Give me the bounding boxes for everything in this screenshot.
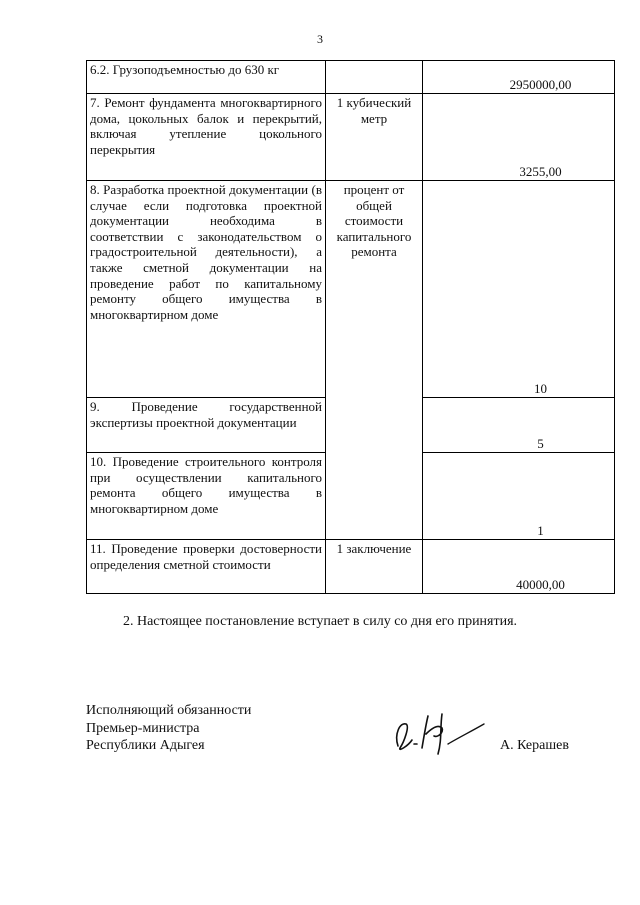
table-row xyxy=(87,540,615,594)
price-value: 10 xyxy=(534,381,547,397)
price-value: 3255,00 xyxy=(519,164,562,180)
table-row xyxy=(87,181,615,398)
price-value: 5 xyxy=(537,436,544,452)
unit-cell xyxy=(326,61,423,94)
price-cell xyxy=(423,398,615,453)
clause-2: 2. Настоящее постановление вступает в силу со дня его принятия. xyxy=(122,614,518,629)
price-value: 40000,00 xyxy=(516,577,565,593)
work-cell: 6.2. Грузоподъемностью до 630 кг xyxy=(87,61,326,94)
handwritten-signature-icon xyxy=(388,694,488,764)
work-cell: 11. Проведение проверки достоверности определения сметной стоимости xyxy=(87,540,326,594)
price-cell xyxy=(423,540,615,594)
work-cell: 7. Ремонт фундамента многоквартирного дома, цокольных балок и перекрытий, включая утепление цокольного перекрытия xyxy=(87,94,326,181)
work-cell: 10. Проведение строительного контроля при осуществлении капитального ремонта общего имущества в многоквартирном доме xyxy=(87,453,326,540)
price-cell xyxy=(423,453,615,540)
unit-cell: процент от общей стоимости капитального ремонта xyxy=(326,181,423,540)
work-cell: 8. Разработка проектной документации (в случае если подготовка проектной документации необходима в соответствии с законодательством о градостроительной деятельности), а также сметной документации на проведение работ по капитальному ремонту общего имущества в многоквартирном доме xyxy=(87,181,326,398)
unit-cell: 1 заключение xyxy=(326,540,423,594)
page-number: 3 xyxy=(317,32,323,46)
signer-name: А. Керашев xyxy=(500,738,569,753)
price-cell xyxy=(423,61,615,94)
position-line: Премьер-министра xyxy=(86,720,200,736)
work-cell: 9. Проведение государственной экспертизы проектной документации xyxy=(87,398,326,453)
unit-cell: 1 кубический метр xyxy=(326,94,423,181)
price-cell xyxy=(423,181,615,398)
price-cell xyxy=(423,94,615,181)
position-line: Республики Адыгея xyxy=(86,738,205,753)
rates-table xyxy=(86,60,615,594)
price-value: 1 xyxy=(537,523,544,539)
signature-position xyxy=(86,702,251,755)
price-value: 2950000,00 xyxy=(509,77,572,93)
position-line: Исполняющий обязанности xyxy=(86,703,252,718)
table-row xyxy=(87,61,615,94)
table-row xyxy=(87,94,615,181)
